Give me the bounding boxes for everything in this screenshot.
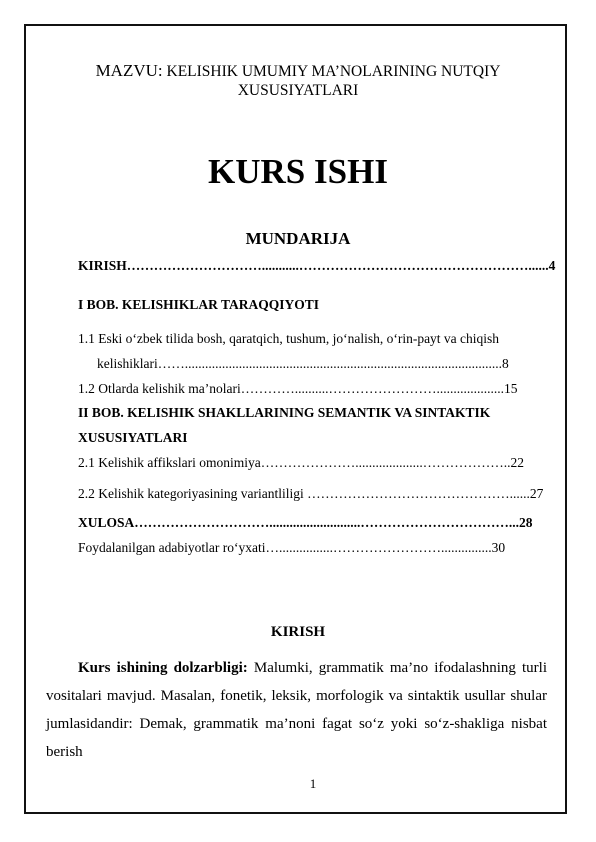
toc-entry-1-1: 1.1 Eski o‘zbek tilida bosh, qaratqich, tushum, jo‘nalish, o‘rin-payt va chiqish [78, 331, 500, 346]
toc-entry-bob2-cont: XUSUSIYATLARI [78, 430, 188, 445]
toc-entry-adabiyotlar: Foydalanilgan adabiyotlar ro‘yxati…................……………………...............30 [78, 540, 506, 555]
intro-paragraph [46, 654, 547, 766]
toc-entry-2-1: 2.1 Kelishik affikslari omonimiya…………………....................………………..22 [78, 455, 524, 470]
topic-line1: KELISHIK UMUMIY MA’NOLARINING NUTQIY [166, 63, 501, 80]
toc-entry-xulosa: XULOSA…………………………...........................……………………………...28 [78, 515, 533, 530]
toc-entry-1-2: 1.2 Otlarda kelishik ma’nolari…………..........……………………....................15 [78, 381, 518, 396]
toc-entry-kirish: KIRISH…………………………...........……………………………………………......4 [78, 258, 556, 273]
toc-entry-bob2: II BOB. KELISHIK SHAKLLARINING SEMANTIK VA SINTAKTIK [78, 405, 491, 420]
topic-label: MAZVU: [95, 61, 163, 80]
toc-heading: MUNDARIJA [245, 229, 351, 248]
paragraph-body: Malumki, grammatik ma’no ifodalashning turli vositalari mavjud. Masalan, fonetik, leksik, morfologik va sintaktik usullar shular jumlasidandir: Demak, grammatik ma’noni fagat so‘z yoki so‘z-shakliga nisbat berish [46, 660, 547, 760]
document-title: KURS ISHI [208, 152, 388, 191]
paragraph-label: Kurs ishining dolzarbligi: [78, 660, 248, 676]
page-number: 1 [309, 776, 317, 791]
section-title: KIRISH [270, 624, 326, 640]
topic-heading [0, 61, 596, 100]
topic-line2: XUSUSIYATLARI [237, 82, 359, 99]
toc-entry-2-2: 2.2 Kelishik kategoriyasining variantliligi ………………………………………......27 [78, 486, 544, 501]
toc-entry-bob1: I BOB. KELISHIKLAR TARAQQIYOTI [78, 297, 320, 312]
toc-entry-1-1-cont: kelishiklari……..............................................................................................8 [97, 356, 509, 371]
